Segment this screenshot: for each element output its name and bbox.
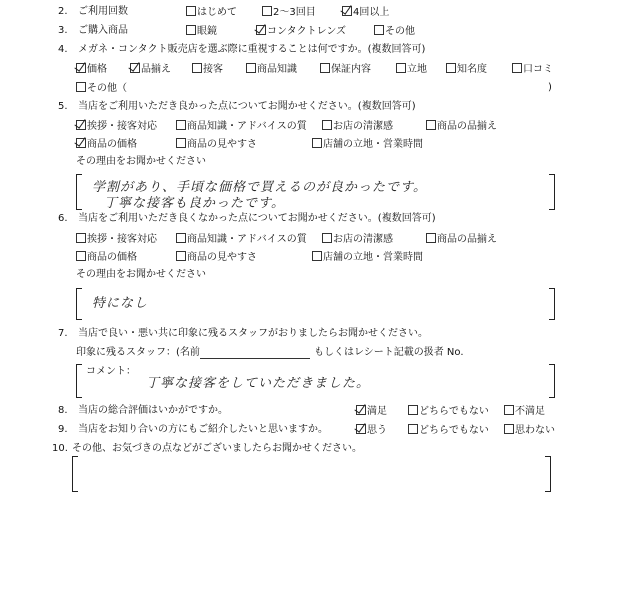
checkbox[interactable] [322, 233, 332, 243]
q5-option-greeting[interactable] [76, 120, 157, 133]
checkbox[interactable] [504, 405, 514, 415]
q6-option-greeting[interactable] [76, 233, 157, 246]
q2-option-first-time[interactable] [186, 6, 237, 19]
q6-option-price[interactable] [76, 251, 137, 264]
checkbox[interactable] [76, 233, 86, 243]
checkbox[interactable] [312, 138, 322, 148]
q10-bracket-left [72, 456, 78, 492]
q4-label: メガネ・コンタクト販売店を選ぶ際に重視することは何ですか。(複数回答可) [78, 44, 426, 55]
q4-option-knowledge[interactable] [246, 63, 297, 76]
option-label: 商品知識 [257, 64, 297, 75]
q10-number: 10. [52, 443, 68, 454]
q2-option-2-3-times[interactable] [262, 6, 316, 19]
checkbox[interactable] [312, 251, 322, 261]
q5-label: 当店をご利用いただき良かった点についてお聞かせください。(複数回答可) [78, 101, 416, 112]
q7-comment-label: コメント： [86, 366, 136, 377]
q8-option-dissatisfied[interactable] [504, 405, 545, 418]
option-label: 品揃え [141, 64, 171, 75]
option-label: 立地 [407, 64, 427, 75]
q3-option-contact-lenses[interactable] [256, 25, 346, 38]
checkbox[interactable] [504, 424, 514, 434]
checkbox[interactable] [186, 25, 196, 35]
checkbox[interactable] [76, 138, 86, 148]
checkbox[interactable] [342, 6, 352, 16]
q9-number: 9. [58, 424, 68, 435]
q10-answer-area[interactable] [80, 458, 542, 488]
q5-answer-line2: 丁寧な接客も良かったです。 [104, 196, 285, 211]
option-label: その他 [385, 26, 415, 37]
option-label: どちらでもない [419, 425, 489, 436]
option-label: 不満足 [515, 406, 545, 417]
q8-label: 当店の総合評価はいかがですか。 [78, 405, 228, 416]
q5-number: 5. [58, 101, 68, 112]
q7-bracket-left [76, 364, 82, 398]
option-label: 商品の品揃え [437, 234, 497, 245]
q10-label: その他、お気づきの点などがございましたらお聞かせください。 [72, 443, 362, 454]
q8-number: 8. [58, 405, 68, 416]
q6-number: 6. [58, 213, 68, 224]
option-label: 商品知識・アドバイスの質 [187, 121, 307, 132]
checkbox[interactable] [320, 63, 330, 73]
q7-bracket-right [549, 364, 555, 398]
q6-option-selection[interactable] [426, 233, 497, 246]
checkbox[interactable] [262, 6, 272, 16]
q4-option-other[interactable] [76, 82, 127, 95]
q8-option-satisfied[interactable] [356, 405, 387, 418]
q5-answer-line1: 学割があり、手頃な価格で買えるのが良かったです。 [92, 180, 427, 195]
q2-option-4-plus[interactable] [342, 6, 389, 19]
q2-label: ご利用回数 [78, 6, 128, 17]
checkbox[interactable] [408, 424, 418, 434]
q3-label: ご購入商品 [78, 25, 128, 36]
option-label: 思わない [515, 425, 555, 436]
option-label: 保証内容 [331, 64, 371, 75]
option-label: 4回以上 [353, 7, 390, 18]
q5-option-knowledge[interactable] [176, 120, 307, 133]
checkbox[interactable] [322, 120, 332, 130]
q4-option-location[interactable] [396, 63, 427, 76]
checkbox[interactable] [426, 233, 436, 243]
q9-option-no[interactable] [504, 424, 555, 437]
q5-option-selection[interactable] [426, 120, 497, 133]
q3-number: 3. [58, 25, 68, 36]
q3-option-glasses[interactable] [186, 25, 217, 38]
option-label: 挨拶・接客対応 [87, 121, 157, 132]
option-label: 満足 [367, 406, 387, 417]
option-label: 挨拶・接客対応 [87, 234, 157, 245]
option-label: 価格 [87, 64, 107, 75]
q10-bracket-right [545, 456, 551, 492]
option-label: 商品の価格 [87, 139, 137, 150]
option-label: 接客 [203, 64, 223, 75]
option-label: 商品知識・アドバイスの質 [187, 234, 307, 245]
checkbox[interactable] [408, 405, 418, 415]
q6-reason-label: その理由をお聞かせください [76, 269, 206, 280]
checkbox[interactable] [76, 120, 86, 130]
checkbox[interactable] [76, 82, 86, 92]
q4-number: 4. [58, 44, 68, 55]
option-label: 商品の見やすさ [187, 139, 257, 150]
option-label: 知名度 [457, 64, 487, 75]
checkbox[interactable] [374, 25, 384, 35]
option-label: 商品の価格 [87, 252, 137, 263]
q5-option-price[interactable] [76, 138, 137, 151]
q7-number: 7. [58, 328, 68, 339]
checkbox[interactable] [186, 6, 196, 16]
checkbox[interactable] [76, 251, 86, 261]
checkbox[interactable] [130, 63, 140, 73]
q6-bracket-right [549, 288, 555, 320]
option-label: はじめて [197, 7, 237, 18]
q4-option-selection[interactable] [130, 63, 171, 76]
checkbox[interactable] [192, 63, 202, 73]
option-label: 店舗の立地・営業時間 [323, 139, 423, 150]
q6-option-visibility[interactable] [176, 251, 257, 264]
checkbox[interactable] [256, 25, 266, 35]
option-label: 眼鏡 [197, 26, 217, 37]
option-label: お店の清潔感 [333, 121, 393, 132]
q5-bracket-right [549, 174, 555, 210]
q9-option-neutral[interactable] [408, 424, 489, 437]
option-label: 口コミ [523, 64, 553, 75]
option-label: 店舗の立地・営業時間 [323, 252, 423, 263]
q4-option-service[interactable] [192, 63, 223, 76]
option-label: コンタクトレンズ [267, 26, 347, 37]
q5-option-location-hours[interactable] [312, 138, 423, 151]
checkbox[interactable] [176, 233, 186, 243]
option-label: 商品の見やすさ [187, 252, 257, 263]
q6-option-knowledge[interactable] [176, 233, 307, 246]
q9-option-yes[interactable] [356, 424, 387, 437]
option-label: 2～3回目 [273, 7, 316, 18]
q3-option-other[interactable] [374, 25, 415, 38]
option-label: どちらでもない [419, 406, 489, 417]
q6-label: 当店をご利用いただき良くなかった点についてお聞かせください。(複数回答可) [78, 213, 436, 224]
q7-staff-suffix: もしくはレシート記載の扱者 No. [314, 347, 464, 358]
checkbox[interactable] [396, 63, 406, 73]
q7-staff-label: 印象に残るスタッフ：(名前 [76, 347, 200, 358]
q6-option-location-hours[interactable] [312, 251, 423, 264]
checkbox[interactable] [246, 63, 256, 73]
option-label: その他（ [87, 83, 127, 94]
checkbox[interactable] [176, 138, 186, 148]
q5-reason-label: その理由をお聞かせください [76, 156, 206, 167]
checkbox[interactable] [176, 251, 186, 261]
q5-option-visibility[interactable] [176, 138, 257, 151]
q4-option-recognition[interactable] [446, 63, 487, 76]
checkbox[interactable] [426, 120, 436, 130]
checkbox[interactable] [356, 424, 366, 434]
checkbox[interactable] [176, 120, 186, 130]
q6-bracket-left [76, 288, 82, 320]
checkbox[interactable] [512, 63, 522, 73]
q5-bracket-left [76, 174, 82, 210]
q6-option-cleanliness[interactable] [322, 233, 393, 246]
option-label: 思う [367, 425, 387, 436]
q7-staff-name-field[interactable] [200, 358, 310, 359]
q6-answer[interactable]: 特になし [92, 296, 149, 311]
q2-number: 2. [58, 6, 68, 17]
q8-option-neutral[interactable] [408, 405, 489, 418]
q7-label: 当店で良い・悪い共に印象に残るスタッフがおりましたらお聞かせください。 [78, 328, 428, 339]
q7-comment[interactable]: 丁寧な接客をしていただきました。 [146, 376, 371, 391]
checkbox[interactable] [356, 405, 366, 415]
q9-label: 当店をお知り合いの方にもご紹介したいと思いますか。 [78, 424, 328, 435]
option-label: お店の清潔感 [333, 234, 393, 245]
q4-other-close: ) [548, 82, 552, 93]
checkbox[interactable] [76, 63, 86, 73]
checkbox[interactable] [446, 63, 456, 73]
q4-option-price[interactable] [76, 63, 107, 76]
option-label: 商品の品揃え [437, 121, 497, 132]
q4-option-warranty[interactable] [320, 63, 371, 76]
q4-option-reviews[interactable] [512, 63, 553, 76]
q5-option-cleanliness[interactable] [322, 120, 393, 133]
